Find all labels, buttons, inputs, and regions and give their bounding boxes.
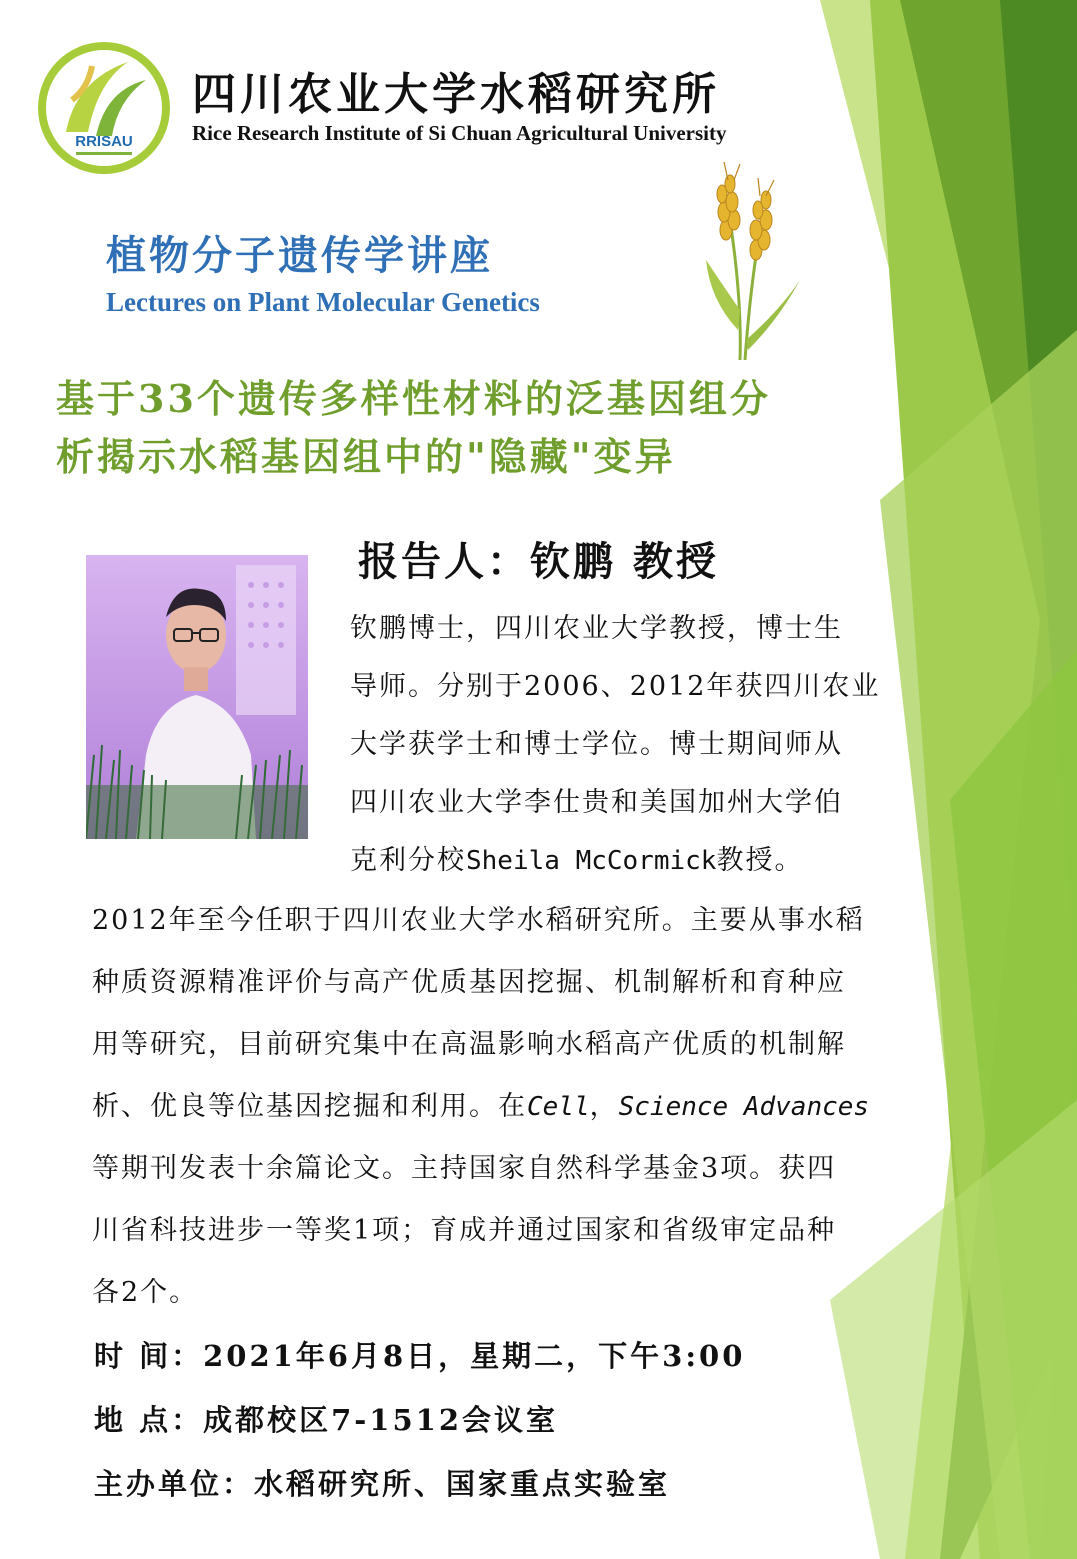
bio-line-2: 导师。分别于2006、2012年获四川农业 [350,671,881,702]
advisor-name: Sheila McCormick [466,846,717,876]
bio-line-8: 用等研究，目前研究集中在高温影响水稻高产优质的机制解 [92,1029,846,1060]
wheat-illustration-icon [700,160,810,360]
bio-line-11: 川省科技进步一等奖1项；育成并通过国家和省级审定品种 [92,1215,837,1246]
bio-line-10: 等期刊发表十余篇论文。主持国家自然科学基金3项。获四 [92,1153,837,1184]
talk-title-line-2: 析揭示水稻基因组中的"隐藏"变异 [56,434,676,479]
bio-line-12: 各2个。 [92,1277,199,1308]
event-host: 主办单位：水稻研究所、国家重点实验室 [94,1467,671,1501]
bio-line-6: 2012年至今任职于四川农业大学水稻研究所。主要从事水稻 [92,905,865,936]
rice-institute-logo-icon [36,40,172,176]
bio-line-5-pre: 克利分校 [350,845,466,876]
institute-name-cn: 四川农业大学水稻研究所 [192,69,720,120]
bio-line-1: 钦鹏博士，四川农业大学教授，博士生 [350,613,843,644]
logo-text: RRISAU [75,133,133,150]
bio-line-7: 种质资源精准评价与高产优质基因挖掘、机制解析和育种应 [92,967,846,998]
bio-line-3: 大学获学士和博士学位。博士期间师从 [350,729,843,760]
talk-title-line-1: 基于33个遗传多样性材料的泛基因组分 [56,376,771,421]
journal-science-advances: Science Advances [618,1092,870,1122]
bio-line-9 [92,1084,869,1123]
speaker-photo [86,555,308,839]
event-place: 地 点：成都校区7-1512会议室 [94,1403,559,1437]
bio-line-9-pre: 析、优良等位基因挖掘和利用。在 [92,1091,527,1122]
bio-line-5-post: 教授。 [716,845,804,876]
event-time: 时 间：2021年6月8日，星期二，下午3:00 [94,1339,746,1373]
bio-line-5 [350,838,803,877]
bio-line-4: 四川农业大学李仕贵和美国加州大学伯 [350,787,843,818]
journal-cell: Cell [527,1092,590,1122]
bio-line-9-sep: ， [589,1091,619,1122]
talk-title [56,370,896,486]
speaker-label: 报告人：钦鹏 教授 [358,538,719,585]
lecture-series-title-en: Lectures on Plant Molecular Genetics [106,287,540,317]
lecture-series-title-cn: 植物分子遗传学讲座 [106,233,493,279]
institute-name-en: Rice Research Institute of Si Chuan Agricultural University [192,121,727,145]
